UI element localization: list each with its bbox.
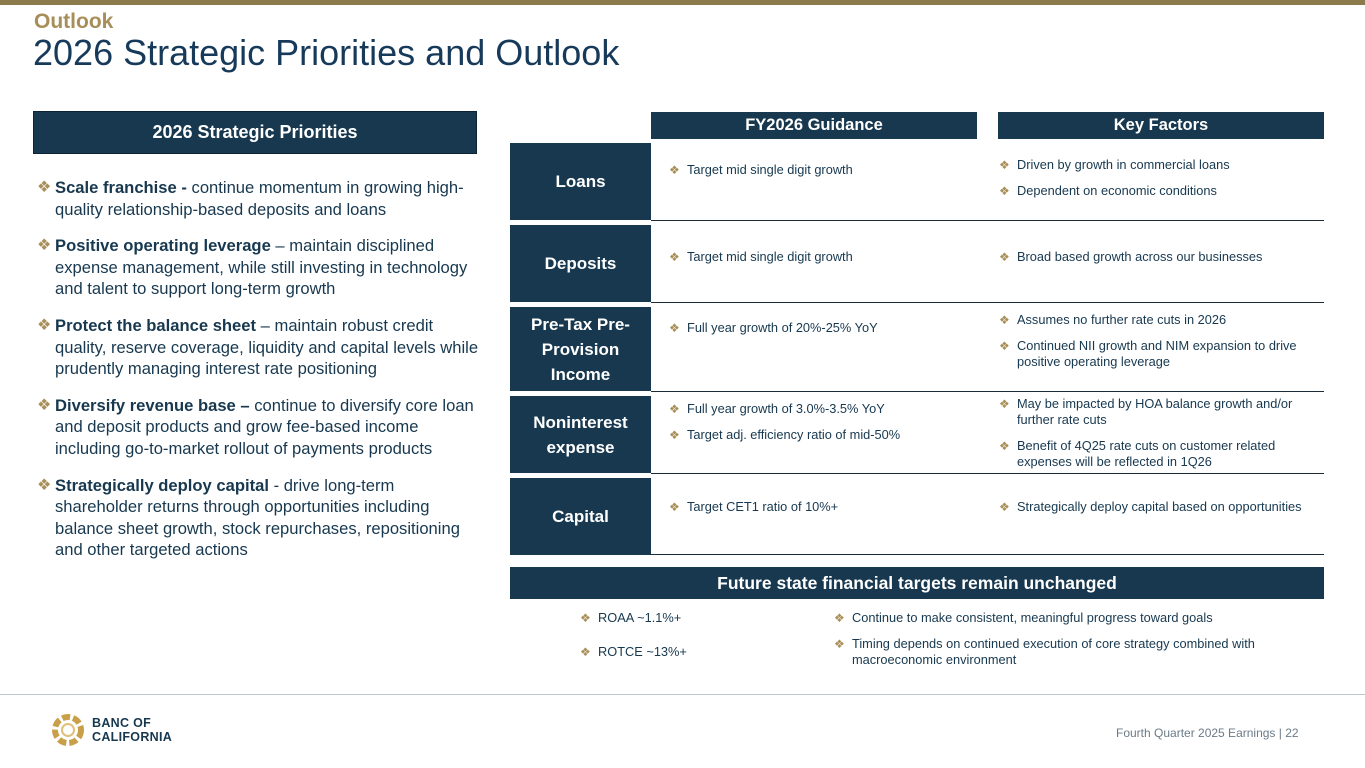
top-accent-bar bbox=[0, 0, 1365, 5]
factor-item: ❖ Benefit of 4Q25 rate cuts on customer related expenses will be reflected in 1Q26 bbox=[999, 438, 1276, 469]
priority-text: – maintain robust credit quality, reserve coverage, liquidity and capital levels while prudently managing interest rate positioning bbox=[55, 315, 479, 379]
row-label-loans: Loans bbox=[510, 143, 651, 220]
row-divider bbox=[651, 302, 1324, 303]
priority-item bbox=[37, 475, 482, 561]
guidance-item: ❖ Full year growth of 3.0%-3.5% YoY bbox=[669, 401, 885, 416]
factors-cell bbox=[999, 249, 1319, 275]
note-item: ❖ Timing depends on continued execution of core strategy combined with macroeconomic environment bbox=[834, 636, 1255, 667]
diamond-bullet-icon: ❖ bbox=[999, 184, 1010, 198]
priority-item bbox=[37, 315, 482, 380]
row-label-deposits: Deposits bbox=[510, 225, 651, 302]
factor-item: ❖ Continued NII growth and NIM expansion to drive positive operating leverage bbox=[999, 338, 1297, 369]
priority-title: Strategically deploy capital bbox=[55, 475, 269, 495]
priority-item bbox=[37, 177, 482, 220]
guidance-cell bbox=[669, 249, 969, 275]
factors-cell bbox=[999, 499, 1319, 525]
future-targets bbox=[580, 610, 800, 670]
factors-cell bbox=[999, 396, 1319, 480]
diamond-bullet-icon: ❖ bbox=[999, 439, 1010, 453]
diamond-bullet-icon: ❖ bbox=[37, 316, 52, 334]
priorities-list bbox=[37, 177, 482, 576]
priority-title: Positive operating leverage bbox=[55, 236, 271, 256]
factors-cell bbox=[999, 157, 1319, 209]
diamond-bullet-icon: ❖ bbox=[834, 611, 845, 625]
key-factors-column-header: Key Factors bbox=[998, 112, 1324, 139]
factor-item: ❖ May be impacted by HOA balance growth and/or further rate cuts bbox=[999, 396, 1293, 427]
diamond-bullet-icon: ❖ bbox=[834, 637, 845, 651]
page-footer-label: Fourth Quarter 2025 Earnings | 22 bbox=[1116, 726, 1299, 740]
diamond-bullet-icon: ❖ bbox=[669, 250, 680, 264]
guidance-column-header: FY2026 Guidance bbox=[651, 112, 977, 139]
diamond-bullet-icon: ❖ bbox=[37, 179, 52, 196]
priority-text: continue momentum in growing high-quality relationship-based deposits and loans bbox=[55, 178, 464, 219]
diamond-bullet-icon: ❖ bbox=[580, 611, 591, 625]
diamond-bullet-icon: ❖ bbox=[999, 250, 1010, 264]
priority-text: - drive long-term shareholder returns through opportunities including balance sheet growth, stock repurchases, repositioning and other targeted actions bbox=[55, 475, 460, 560]
row-label-capital: Capital bbox=[510, 478, 651, 555]
guidance-cell bbox=[669, 499, 969, 525]
diamond-bullet-icon: ❖ bbox=[37, 396, 52, 414]
row-label-pre-tax-pre-provision-income: Pre-Tax Pre-Provision Income bbox=[510, 307, 651, 391]
guidance-item: ❖ Target CET1 ratio of 10%+ bbox=[669, 499, 839, 514]
guidance-item: ❖ Target mid single digit growth bbox=[669, 249, 853, 264]
company-logo-text: BANC OF CALIFORNIA bbox=[92, 716, 173, 744]
priority-text: continue to diversify core loan and deposit products and grow fee-based income including go-to-market rollout of payments products bbox=[55, 395, 474, 458]
diamond-bullet-icon: ❖ bbox=[999, 500, 1010, 514]
priority-item bbox=[37, 395, 482, 460]
guidance-cell bbox=[669, 162, 969, 188]
row-divider bbox=[651, 220, 1324, 221]
diamond-bullet-icon: ❖ bbox=[999, 397, 1010, 411]
priority-title: Diversify revenue base – bbox=[55, 395, 250, 415]
diamond-bullet-icon: ❖ bbox=[37, 476, 52, 494]
factor-item: ❖ Strategically deploy capital based on opportunities bbox=[999, 499, 1302, 514]
row-divider bbox=[651, 391, 1324, 392]
priority-item bbox=[37, 235, 482, 300]
note-item: ❖ Continue to make consistent, meaningful progress toward goals bbox=[834, 610, 1213, 625]
factors-cell bbox=[999, 312, 1319, 380]
factor-item: ❖ Dependent on economic conditions bbox=[999, 183, 1217, 198]
priority-text: – maintain disciplined expense management, while still investing in technology and talent to support long-term growth bbox=[55, 236, 468, 299]
priority-title: Protect the balance sheet bbox=[55, 315, 257, 335]
guidance-item: ❖ Full year growth of 20%-25% YoY bbox=[669, 320, 878, 335]
guidance-cell bbox=[669, 320, 969, 346]
future-notes bbox=[834, 610, 1314, 678]
diamond-bullet-icon: ❖ bbox=[669, 321, 680, 335]
section-label: Outlook bbox=[34, 10, 114, 33]
banc-of-california-logo-icon bbox=[51, 713, 85, 747]
diamond-bullet-icon: ❖ bbox=[669, 402, 680, 416]
factor-item: ❖ Assumes no further rate cuts in 2026 bbox=[999, 312, 1227, 327]
diamond-bullet-icon: ❖ bbox=[669, 163, 680, 177]
row-divider bbox=[651, 473, 1324, 474]
future-targets-header: Future state financial targets remain unchanged bbox=[510, 567, 1324, 599]
guidance-item: ❖ Target mid single digit growth bbox=[669, 162, 853, 177]
diamond-bullet-icon: ❖ bbox=[580, 645, 591, 659]
guidance-item: ❖ Target adj. efficiency ratio of mid-50% bbox=[669, 427, 901, 442]
priorities-header: 2026 Strategic Priorities bbox=[33, 111, 477, 154]
row-label-noninterest-expense: Noninterest expense bbox=[510, 396, 651, 473]
factor-item: ❖ Broad based growth across our businesses bbox=[999, 249, 1263, 264]
diamond-bullet-icon: ❖ bbox=[669, 428, 680, 442]
factor-item: ❖ Driven by growth in commercial loans bbox=[999, 157, 1230, 172]
diamond-bullet-icon: ❖ bbox=[37, 237, 52, 255]
diamond-bullet-icon: ❖ bbox=[999, 339, 1010, 353]
diamond-bullet-icon: ❖ bbox=[999, 313, 1010, 327]
row-divider bbox=[651, 554, 1324, 555]
diamond-bullet-icon: ❖ bbox=[669, 500, 680, 514]
page-title: 2026 Strategic Priorities and Outlook bbox=[33, 32, 620, 73]
diamond-bullet-icon: ❖ bbox=[999, 158, 1010, 172]
priority-title: Scale franchise - bbox=[55, 178, 187, 197]
guidance-cell bbox=[669, 401, 969, 453]
target-item: ❖ ROTCE ~13%+ bbox=[580, 644, 687, 659]
footer-divider bbox=[0, 694, 1365, 695]
target-item: ❖ ROAA ~1.1%+ bbox=[580, 610, 682, 625]
